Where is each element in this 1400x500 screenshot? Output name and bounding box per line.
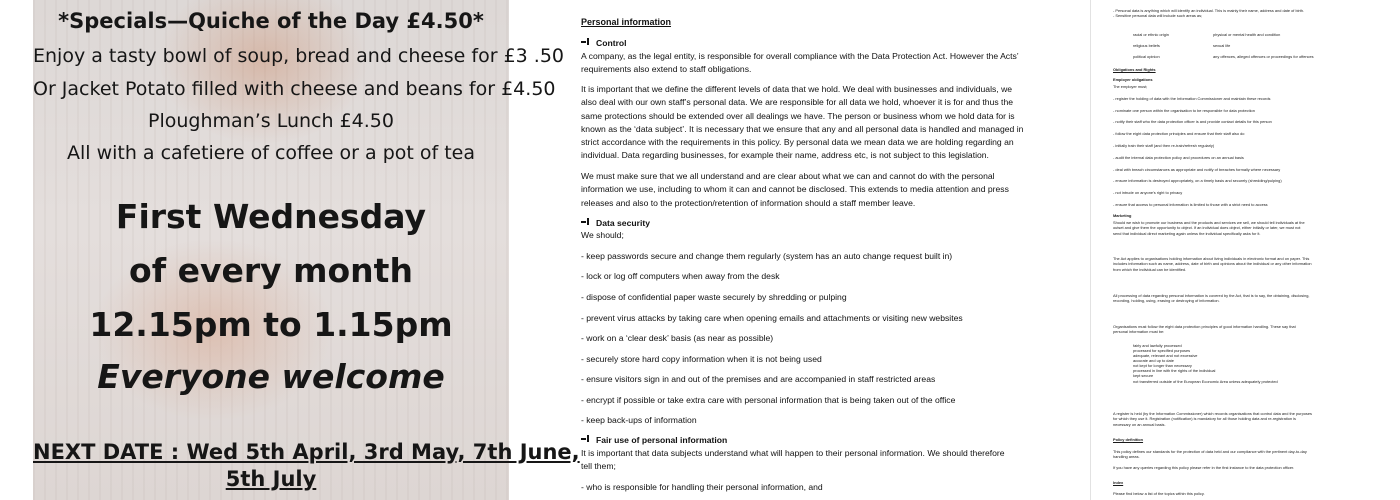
policy-definition-heading: Policy definition: [1113, 437, 1144, 442]
principle-item: processed for specified purposes: [1133, 348, 1191, 353]
principles-intro: Organisations must follow the eight data protection principles of good information handling. These say that personal information must be:: [1113, 324, 1296, 335]
employer-intro: The employer must;: [1113, 84, 1148, 89]
security-item: - keep passwords secure and change them regularly (system has an auto change request built in): [581, 251, 953, 261]
security-item: - lock or log off computers when away from the desk: [581, 271, 780, 281]
employer-item: - not intrude on anyone’s right to privacy: [1113, 190, 1183, 195]
employer-item: - register the holding of data with the Information Commissioner and maintain these records: [1113, 96, 1271, 101]
sensitive-item: political opinion: [1133, 54, 1160, 59]
processing-text: All processing of data regarding personal information is covered by the Act, that is to say, the obtaining, disclosing, recording, holding, using, erasing or destroying of information.: [1113, 293, 1310, 304]
employer-item: - follow the eight data protection principles and ensure that their staff also do: [1113, 131, 1245, 136]
principle-item: processed in line with the rights of the individual: [1133, 368, 1216, 373]
cafe-specials-poster: [33, 0, 580, 500]
data-levels-paragraph: It is important that we define the different levels of data that we hold. We deal with businesses and individuals, we also deal with our own staff’s personal data. We are responsible for all data we hold, whoever it is for and thus the same protections should be extended over all dealings we have. The person or business whom we hold data for is known as the ‘data subject’. It is necessary that we ensure that any and all personal data is handled and managed in strict accordance with the requirements in this policy. By personal data we mean data we are holding regarding an individual. Data regarding businesses, for example their name, address etc, is not subject to this legislation.: [581, 84, 1024, 161]
poster-line-potato: Or Jacket Potato filled with cheese and beans for £4.50: [33, 78, 556, 100]
security-item: - work on a ‘clear desk’ basis (as near as possible): [581, 333, 774, 343]
policy-summary-page: [1090, 0, 1400, 500]
subheading-fair-use: Fair use of personal information: [581, 434, 1056, 447]
register-text: A register is held (by the Information Commissioner) which records organisations that control data and the purposes for which they use it. Registration (notification) is mandatory for all those holding data and re-registration is necessary on an annual basis.: [1113, 411, 1312, 427]
security-item: - prevent virus attacks by taking care when opening emails and attachments or visiting new websites: [581, 313, 963, 323]
fair-use-item: - who is responsible for handling their personal information, and: [581, 482, 823, 492]
act-scope-text: The Act applies to organisations holding information about living individuals in electronic format and on paper. This includes information such as name, address, date of birth and opinions about the individual or any other information from which the individual can be identified.: [1113, 256, 1312, 272]
employer-item: - deal with breach circumstances as appropriate and notify of breaches formally where necessary: [1113, 167, 1281, 172]
subheading-control: Control: [581, 37, 1056, 50]
arrow-bullet-icon: [581, 435, 590, 442]
sensitive-item: physical or mental health and condition: [1213, 32, 1281, 37]
index-heading: Index: [1113, 480, 1124, 485]
security-item: - keep back-ups of information: [581, 415, 697, 425]
marketing-heading: Marketing: [1113, 213, 1132, 218]
subheading-data-security: Data security: [581, 217, 1056, 230]
poster-next-date-line-2: 5th July: [225, 467, 317, 491]
summary-intro: - Personal data is anything which will identify an individual. This is mainly their name, address and date of birth. - Sensitive personal data will include such areas as;: [1113, 8, 1305, 19]
employer-heading: Employer obligations: [1113, 77, 1153, 82]
arrow-bullet-icon: [581, 218, 590, 225]
understanding-paragraph: We must make sure that we all understand and are clear about what we can and cannot do with the personal information we use, including to whom it can and cannot be disclosed. This extends to media attention and press releases and also to the protection/retention of information should a staff member leave.: [581, 171, 1009, 208]
poster-welcome: Everyone welcome: [97, 357, 445, 396]
employer-item: - nominate one person within the organisation to be responsible for data protection: [1113, 108, 1255, 113]
poster-when-line-1: First Wednesday: [115, 197, 427, 236]
principle-item: fairly and lawfully processed: [1133, 343, 1182, 348]
fair-use-paragraph: It is important that data subjects understand what will happen to their personal information. We should therefore tell them;: [581, 448, 1005, 472]
sensitive-item: religious beliefs: [1133, 43, 1160, 48]
control-paragraph: A company, as the legal entity, is responsible for overall compliance with the Data Protection Act. However the Acts’ requirements also extend to staff obligations.: [581, 51, 1019, 75]
obligations-heading: Obligations and Rights: [1113, 67, 1156, 72]
employer-item: - ensure that access to personal information is limited to those with a strict need to access: [1113, 202, 1268, 207]
security-item: - dispose of confidential paper waste securely by shredding or pulping: [581, 292, 847, 302]
principle-item: not transferred outside of the European Economic Area unless adequately protected: [1133, 379, 1278, 384]
arrow-bullet-icon: [581, 38, 590, 45]
sensitive-item: racial or ethnic origin: [1133, 32, 1169, 37]
poster-next-date-line-1: NEXT DATE : Wed 5th April, 3rd May, 7th June,: [33, 440, 580, 464]
section-heading-personal-information: Personal information: [581, 17, 672, 27]
employer-item: - initially train their staff (and then re-train/refresh regularly): [1113, 143, 1215, 148]
principle-item: accurate and up to date: [1133, 358, 1174, 363]
security-item: - ensure visitors sign in and out of the premises and are accompanied in staff restricted areas: [581, 374, 936, 384]
security-item: - securely store hard copy information when it is not being used: [581, 354, 822, 364]
employer-item: - ensure information is destroyed appropriately, on a timely basis and securely (shredding/pulping): [1113, 178, 1282, 183]
poster-line-ploughmans: Ploughman’s Lunch £4.50: [148, 110, 394, 132]
marketing-text: Should we wish to promote our business and the products and services we sell, we should tell individuals at the outset and give them the opportunity to object. If an individual does object, either initially or later, we must not send that individual direct marketing again unless the individual specifically asks for it.: [1113, 220, 1305, 236]
sensitive-item: sexual life: [1213, 43, 1231, 48]
poster-time: 12.15pm to 1.15pm: [89, 305, 453, 344]
security-intro: We should;: [581, 230, 624, 240]
sensitive-item: any offences, alleged offences or proceedings for offences: [1213, 54, 1314, 59]
poster-title: *Specials—Quiche of the Day £4.50*: [58, 9, 484, 33]
principle-item: adequate, relevant and not excessive: [1133, 353, 1198, 358]
principle-item: not kept for longer than necessary: [1133, 363, 1192, 368]
poster-line-drinks: All with a cafetiere of coffee or a pot of tea: [66, 142, 476, 164]
employer-item: - notify their staff who the data protection officer is and provide contact details for this person: [1113, 119, 1272, 124]
index-text: Please find below a list of the topics within this policy.: [1113, 491, 1205, 496]
policy-definition-text: This policy defines our standards for the protection of data held and our compliance with the pertinent day-to-day handling areas. If you have any queries regarding this policy please refer in the first instance to the data protection officer.: [1113, 449, 1307, 470]
principle-item: kept secure: [1133, 373, 1154, 378]
poster-line-soup: Enjoy a tasty bowl of soup, bread and cheese for £3 .50: [33, 45, 565, 67]
security-item: - encrypt if possible or take extra care with personal information that is being taken out of the office: [581, 395, 956, 405]
employer-item: - audit the internal data protection policy and procedures on an annual basis: [1113, 155, 1244, 160]
policy-document-page: [563, 0, 1063, 500]
poster-when-line-2: of every month: [129, 251, 413, 290]
